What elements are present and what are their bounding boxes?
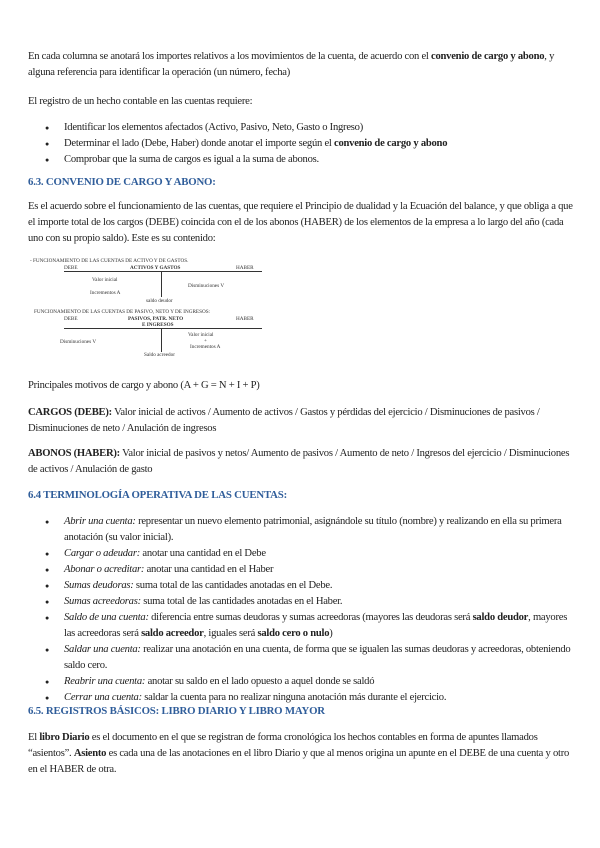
t-account-diagram: - FUNCIONAMIENTO DE LAS CUENTAS DE ACTIVO Y DE GASTOS. DEBE ACTIVOS Y GASTOS HABER Valor inicial Incrementos A Disminuciones V saldo deudor FUNCIONAMIENTO DE LAS CUENTAS DE PASIVO, NETO Y DE INGRESOS: DEBE PASIVOS, PATR. NETO E INGRESOS HABER Valor inicial + Incrementos A Disminuciones V Saldo acreedor: [30, 258, 270, 360]
list-item: ● Sumas deudoras: suma total de las cantidades anotadas en el Debe.: [28, 578, 574, 594]
list-item: ● Sumas acreedoras: suma total de las cantidades anotadas en el Haber.: [28, 594, 574, 610]
account-type-label: PASIVOS, PATR. NETO: [128, 316, 184, 322]
diagram-title-pasivo: FUNCIONAMIENTO DE LAS CUENTAS DE PASIVO, NETO Y DE INGRESOS:: [34, 309, 211, 315]
list-item: ● Saldo de una cuenta: diferencia entre sumas deudoras y sumas acreedoras (mayores las deudoras será saldo deudor, mayores las acreedoras será saldo acreedor, iguales será saldo cero o nulo): [28, 610, 574, 642]
motives-heading: Principales motivos de cargo y abono (A + G = N + I + P): [28, 380, 260, 391]
list-item: ● Comprobar que la suma de cargos es igual a la suma de abonos.: [28, 152, 574, 168]
terminology-list: [28, 514, 574, 706]
intro-paragraph: En cada columna se anotará los importes relativos a los movimientos de la cuenta, de acuerdo con el convenio de cargo y abono, y alguna referencia para identificar la operación (un número, fecha): [28, 51, 555, 78]
debe-label: DEBE: [64, 265, 78, 271]
list-item: ● Abonar o acreditar: anotar una cantidad en el Haber: [28, 562, 574, 578]
section-heading-6-3: 6.3. CONVENIO DE CARGO Y ABONO:: [28, 176, 216, 188]
list-item: ● Identificar los elementos afectados (Activo, Pasivo, Neto, Gasto o Ingreso): [28, 120, 574, 136]
list-item: ● Determinar el lado (Debe, Haber) donde anotar el importe según el convenio de cargo y abono: [28, 136, 574, 152]
abonos-paragraph: ABONOS (HABER): Valor inicial de pasivos y netos/ Aumento de pasivos / Aumento de neto / Ingresos del ejercicio / Disminuciones de activos / Anulación de gasto: [28, 448, 570, 475]
list-item: ● Saldar una cuenta: realizar una anotación en una cuenta, de forma que se igualen las sumas deudoras y acreedoras, obteniendo saldo cero.: [28, 642, 574, 674]
section-heading-6-5: 6.5. REGISTROS BÁSICOS: LIBRO DIARIO Y LIBRO MAYOR: [28, 705, 325, 717]
list-item: ● Reabrir una cuenta: anotar su saldo en el lado opuesto a aquel donde se saldó: [28, 674, 574, 690]
requirements-list: [28, 120, 574, 168]
convenio-paragraph: Es el acuerdo sobre el funcionamiento de las cuentas, que requiere el Principio de dualidad y la Ecuación del balance, y que obliga a que el importe total de los cargos (DEBE) coincida con el de los abonos (HABER) de los elementos de la empresa a lo largo del año (cada uno con su propio saldo). Este es su contenido:: [28, 201, 573, 244]
list-item: ● Cerrar una cuenta: saldar la cuenta para no realizar ninguna anotación más durante el ejercicio.: [28, 690, 574, 706]
cargos-paragraph: CARGOS (DEBE): Valor inicial de activos / Aumento de activos / Gastos y pérdidas del ejercicio / Disminuciones de pasivos / Disminuciones de neto / Anulación de ingresos: [28, 407, 540, 434]
haber-label: HABER: [236, 316, 254, 322]
section-heading-6-4: 6.4 TERMINOLOGÍA OPERATIVA DE LAS CUENTAS:: [28, 489, 287, 501]
intro-requirements: El registro de un hecho contable en las cuentas requiere:: [28, 96, 253, 107]
libro-diario-paragraph: El libro Diario es el documento en el que se registran de forma cronológica los hechos contables en forma de apuntes llamados “asientos”. Asiento es cada una de las anotaciones en el libro Diario y que al menos origina un apunte en el DEBE de una cuenta y otro en el HABER de otra.: [28, 732, 570, 775]
list-item: ● Cargar o adeudar: anotar una cantidad en el Debe: [28, 546, 574, 562]
diagram-title-activo: - FUNCIONAMIENTO DE LAS CUENTAS DE ACTIVO Y DE GASTOS.: [30, 258, 189, 264]
list-item: ● Abrir una cuenta: representar un nuevo elemento patrimonial, asignándole su título (nombre) y realizando en ella su primera anotación (su valor inicial).: [28, 514, 574, 546]
haber-label: HABER: [236, 265, 254, 271]
debe-label: DEBE: [64, 316, 78, 322]
account-type-label: ACTIVOS Y GASTOS: [130, 265, 181, 271]
